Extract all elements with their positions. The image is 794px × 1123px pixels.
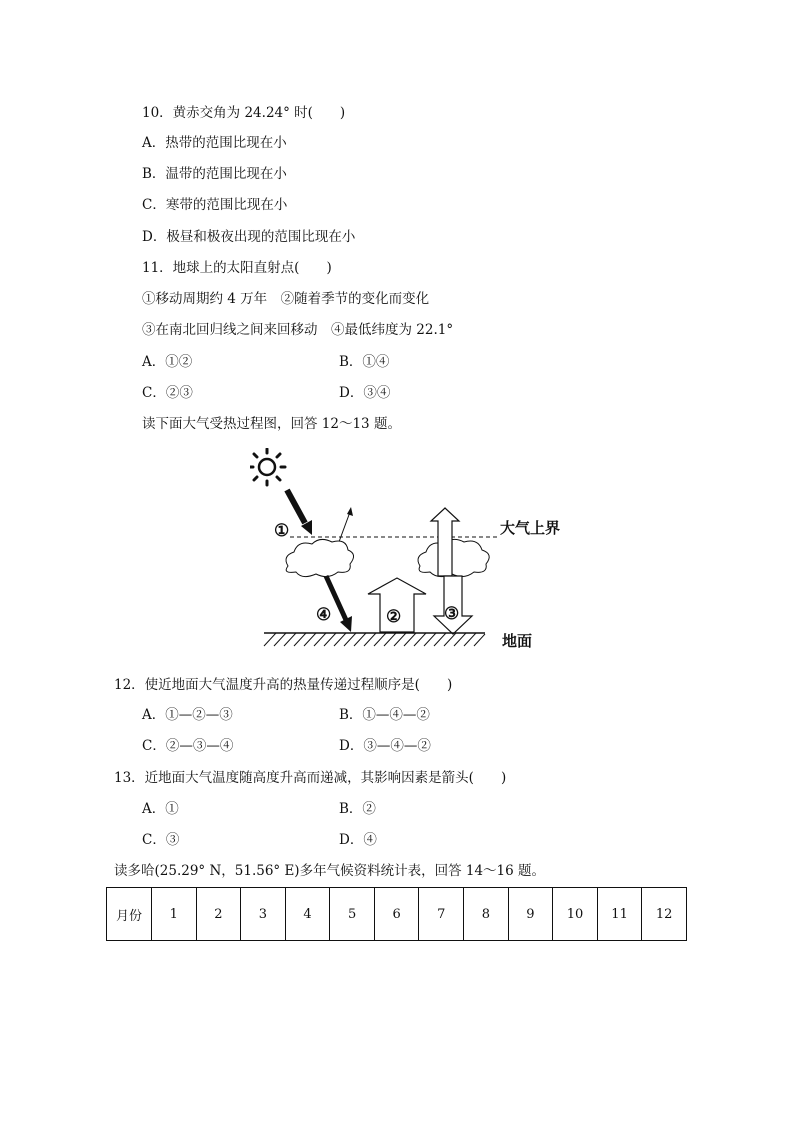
arrow-1-label: ① bbox=[274, 521, 290, 541]
cloud-left bbox=[286, 539, 354, 576]
month-cell: 9 bbox=[508, 888, 553, 941]
arrow-1-solar-radiation bbox=[287, 490, 312, 535]
q11-option-a: A．①② bbox=[142, 354, 193, 370]
sun-icon bbox=[250, 449, 285, 485]
arrow-4-label: ④ bbox=[316, 605, 332, 625]
q13-option-b: B．② bbox=[339, 801, 376, 817]
q13-stem: 13．近地面大气温度随高度升高而递减，其影响因素是箭头( ) bbox=[114, 770, 507, 786]
q10-option-b: B．温带的范围比现在小 bbox=[142, 166, 287, 182]
month-cell: 12 bbox=[642, 888, 687, 941]
table-header-cell: 月份 bbox=[107, 888, 152, 941]
q12-option-d: D．③—④—② bbox=[339, 738, 431, 754]
table-row bbox=[107, 888, 687, 941]
month-cell: 5 bbox=[330, 888, 375, 941]
q12-option-b: B．①—④—② bbox=[339, 707, 430, 723]
arrow-2-label: ② bbox=[386, 607, 402, 627]
q13-option-c: C．③ bbox=[142, 832, 180, 848]
q11-option-d: D．③④ bbox=[339, 385, 391, 401]
q10-option-a: A．热带的范围比现在小 bbox=[142, 135, 287, 151]
month-cell: 10 bbox=[553, 888, 598, 941]
month-cell: 6 bbox=[374, 888, 419, 941]
q12-option-c: C．②—③—④ bbox=[142, 738, 234, 754]
month-cell: 4 bbox=[285, 888, 330, 941]
q11-statement-2: ③在南北回归线之间来回移动 ④最低纬度为 22.1° bbox=[142, 322, 454, 338]
q11-option-c: C．②③ bbox=[142, 385, 193, 401]
month-cell: 2 bbox=[196, 888, 241, 941]
month-cell: 1 bbox=[152, 888, 197, 941]
q10-stem: 10．黄赤交角为 24.24° 时( ) bbox=[142, 105, 346, 121]
q10-option-d: D．极昼和极夜出现的范围比现在小 bbox=[142, 229, 356, 245]
month-cell: 8 bbox=[464, 888, 509, 941]
arrow-3-label: ③ bbox=[444, 604, 460, 624]
q11-statement-1: ①移动周期约 4 万年 ②随着季节的变化而变化 bbox=[142, 291, 430, 307]
q12-option-a: A．①—②—③ bbox=[142, 707, 233, 723]
intro-12-13: 读下面大气受热过程图，回答 12～13 题。 bbox=[142, 416, 401, 432]
atmosphere-heating-diagram bbox=[250, 448, 590, 668]
q11-option-b: B．①④ bbox=[339, 354, 390, 370]
ground-surface bbox=[264, 633, 485, 646]
q13-option-d: D．④ bbox=[339, 832, 377, 848]
cloud-right bbox=[418, 539, 489, 576]
q12-stem: 12．使近地面大气温度升高的热量传递过程顺序是( ) bbox=[114, 677, 453, 693]
upper-boundary-label: 大气上界 bbox=[500, 519, 561, 537]
month-cell: 3 bbox=[241, 888, 286, 941]
month-cell: 7 bbox=[419, 888, 464, 941]
intro-14-16: 读多哈(25.29° N，51.56° E)多年气候资料统计表，回答 14～16 题。 bbox=[114, 863, 546, 879]
q11-stem: 11．地球上的太阳直射点( ) bbox=[142, 260, 332, 276]
q10-option-c: C．寒带的范围比现在小 bbox=[142, 197, 288, 213]
climate-table bbox=[106, 887, 687, 941]
month-cell: 11 bbox=[597, 888, 642, 941]
ground-label: 地面 bbox=[502, 632, 533, 650]
q13-option-a: A．① bbox=[142, 801, 179, 817]
